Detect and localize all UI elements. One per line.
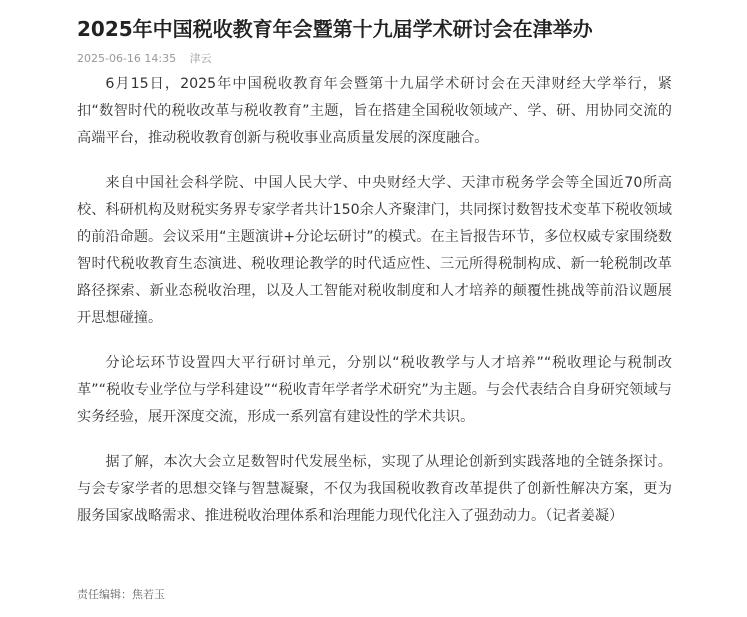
article-title: 2025年中国税收教育年会暨第十九届学术研讨会在津举办 (77, 17, 593, 41)
responsible-editor: 责任编辑：焦若玉 (77, 588, 165, 601)
publish-date: 2025-06-16 14:35 (77, 52, 177, 65)
article-body (77, 71, 672, 548)
article-source: 津云 (189, 52, 212, 65)
paragraph-4: 据了解，本次大会立足数智时代发展坐标，实现了从理论创新到实践落地的全链条探讨。与会专家学者的思想交锋与智慧凝聚，不仅为我国税收教育改革提供了创新性解决方案，更为服务国家战略需求、推进税收治理体系和治理能力现代化注入了强劲动力。（记者姜凝） (77, 454, 672, 524)
article-meta (77, 51, 212, 67)
paragraph-3: 分论坛环节设置四大平行研讨单元，分别以“税收教学与人才培养”“税收理论与税制改革”“税收专业学位与学科建设”“税收青年学者学术研究”为主题。与会代表结合自身研究领域与实务经验，展开深度交流，形成一系列富有建设性的学术共识。 (77, 355, 672, 425)
paragraph-1: 6月15日，2025年中国税收教育年会暨第十九届学术研讨会在天津财经大学举行，紧扣“数智时代的税收改革与税收教育”主题，旨在搭建全国税收领域产、学、研、用协同交流的高端平台，推动税收教育创新与税收事业高质量发展的深度融合。 (77, 76, 672, 146)
paragraph-2: 来自中国社会科学院、中国人民大学、中央财经大学、天津市税务学会等全国近70所高校、科研机构及财税实务界专家学者共计150余人齐聚津门，共同探讨数智技术变革下税收领域的前沿命题。会议采用“主题演讲+分论坛研讨”的模式。在主旨报告环节，多位权威专家围绕数智时代税收教育生态演进、税收理论教学的时代适应性、三元所得税制构成、新一轮税制改革路径探索、新业态税收治理，以及人工智能对税收制度和人才培养的颠覆性挑战等前沿议题展开思想碰撞。 (77, 175, 672, 326)
